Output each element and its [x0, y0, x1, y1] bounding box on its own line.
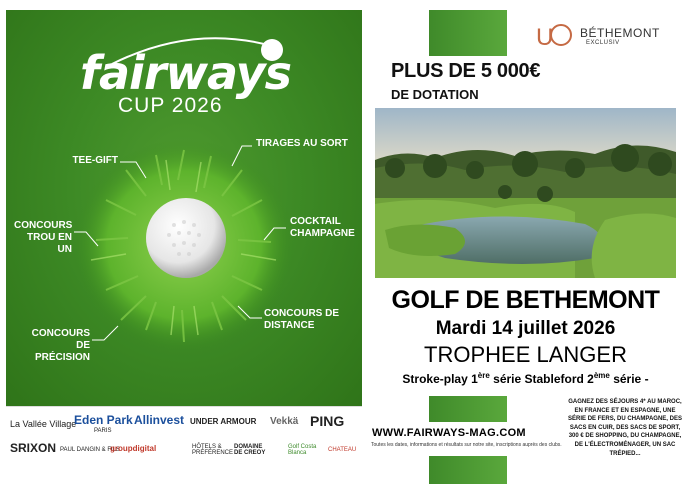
sponsor-srixon: SRIXON [10, 441, 57, 455]
sponsor-groupdigital: groupdigital [110, 444, 157, 453]
sponsor-eden-sub: PARIS [94, 428, 112, 434]
sponsor-allinvest: Allinvest [134, 413, 185, 427]
green-accent-bottom-right [429, 456, 507, 484]
sponsor-ping: PING [310, 413, 345, 429]
bethemont-logo-name: BÉTHEMONT [580, 26, 660, 40]
format-sup-2: ème [593, 371, 610, 380]
format-part-c: série - [609, 372, 649, 386]
golfer-icon [550, 24, 572, 46]
disclaimer-text: Toutes les dates, informations et résultats sur notre site, inscriptions auprès des clubs. [371, 442, 562, 448]
sponsor-domaine: DOMAINE DE CREOY [234, 444, 266, 456]
sponsor-eden-park: Eden Park [74, 413, 133, 427]
prizes-text: GAGNEZ DES SÉJOURS 4* AU MAROC, EN FRANCE ET EN ESPAGNE, UNE SÉRIE DE FERS, DU CHAMPAGNE, DES SACS EN CUIR, DES SACS DE SPORT, 300 € DE SHOPPING, DU CHAMPAGNE, DE L'ÉLECTROMÉNAGER, UN SAC TRÉPIED... [568, 399, 682, 457]
sponsor-last: CHATEAU [328, 447, 357, 453]
feature-cocktail: COCKTAIL CHAMPAGNE [290, 216, 355, 239]
website-link[interactable]: WWW.FAIRWAYS-MAG.COM [372, 427, 526, 439]
golf-venue-title: GOLF DE BETHEMONT [391, 286, 660, 314]
feature-concours-distance: CONCOURS DE DISTANCE [264, 308, 340, 331]
dotation-headline: PLUS DE 5 000€ [391, 60, 541, 82]
sponsor-hotels: HÔTELS & PRÉFÉRENCE [192, 444, 234, 456]
brand-logo-text: fairways [80, 46, 291, 100]
feature-concours-trou: CONCOURS TROU EN UN [14, 220, 73, 255]
sponsor-under-armour: UNDER ARMOUR [190, 417, 257, 426]
green-accent-top [429, 10, 507, 56]
feature-tee-gift: TEE-GIFT [72, 155, 118, 166]
event-poster [6, 10, 362, 406]
sponsor-golf: Golf Costa Blanca [288, 444, 317, 456]
sponsor-paul-dangin: PAUL DANGIN & FILS [60, 447, 121, 453]
event-date: Mardi 14 juillet 2026 [435, 318, 616, 339]
game-format [375, 371, 676, 386]
sponsor-vallee: La Vallée Village [10, 419, 77, 429]
trophy-name: TROPHEE LANGER [424, 342, 627, 367]
feature-concours-precision: CONCOURS DE PRÉCISION [31, 328, 90, 363]
dotation-subline: DE DOTATION [391, 87, 479, 102]
format-part-a: Stroke-play 1 [402, 372, 478, 386]
format-sup-1: ère [477, 371, 490, 380]
bethemont-logo-sub: EXCLUSIV [586, 40, 620, 46]
bethemont-logo-letter: U [536, 24, 553, 51]
sponsor-strip [6, 406, 362, 462]
golf-course-photo [375, 108, 676, 278]
cup-subtitle: CUP 2026 [118, 94, 223, 117]
format-part-b: série Stableford 2 [489, 372, 594, 386]
sponsor-vekka: Vekkä [270, 416, 299, 427]
feature-tirages: TIRAGES AU SORT [256, 138, 348, 149]
green-accent-bottom-left [429, 396, 507, 422]
